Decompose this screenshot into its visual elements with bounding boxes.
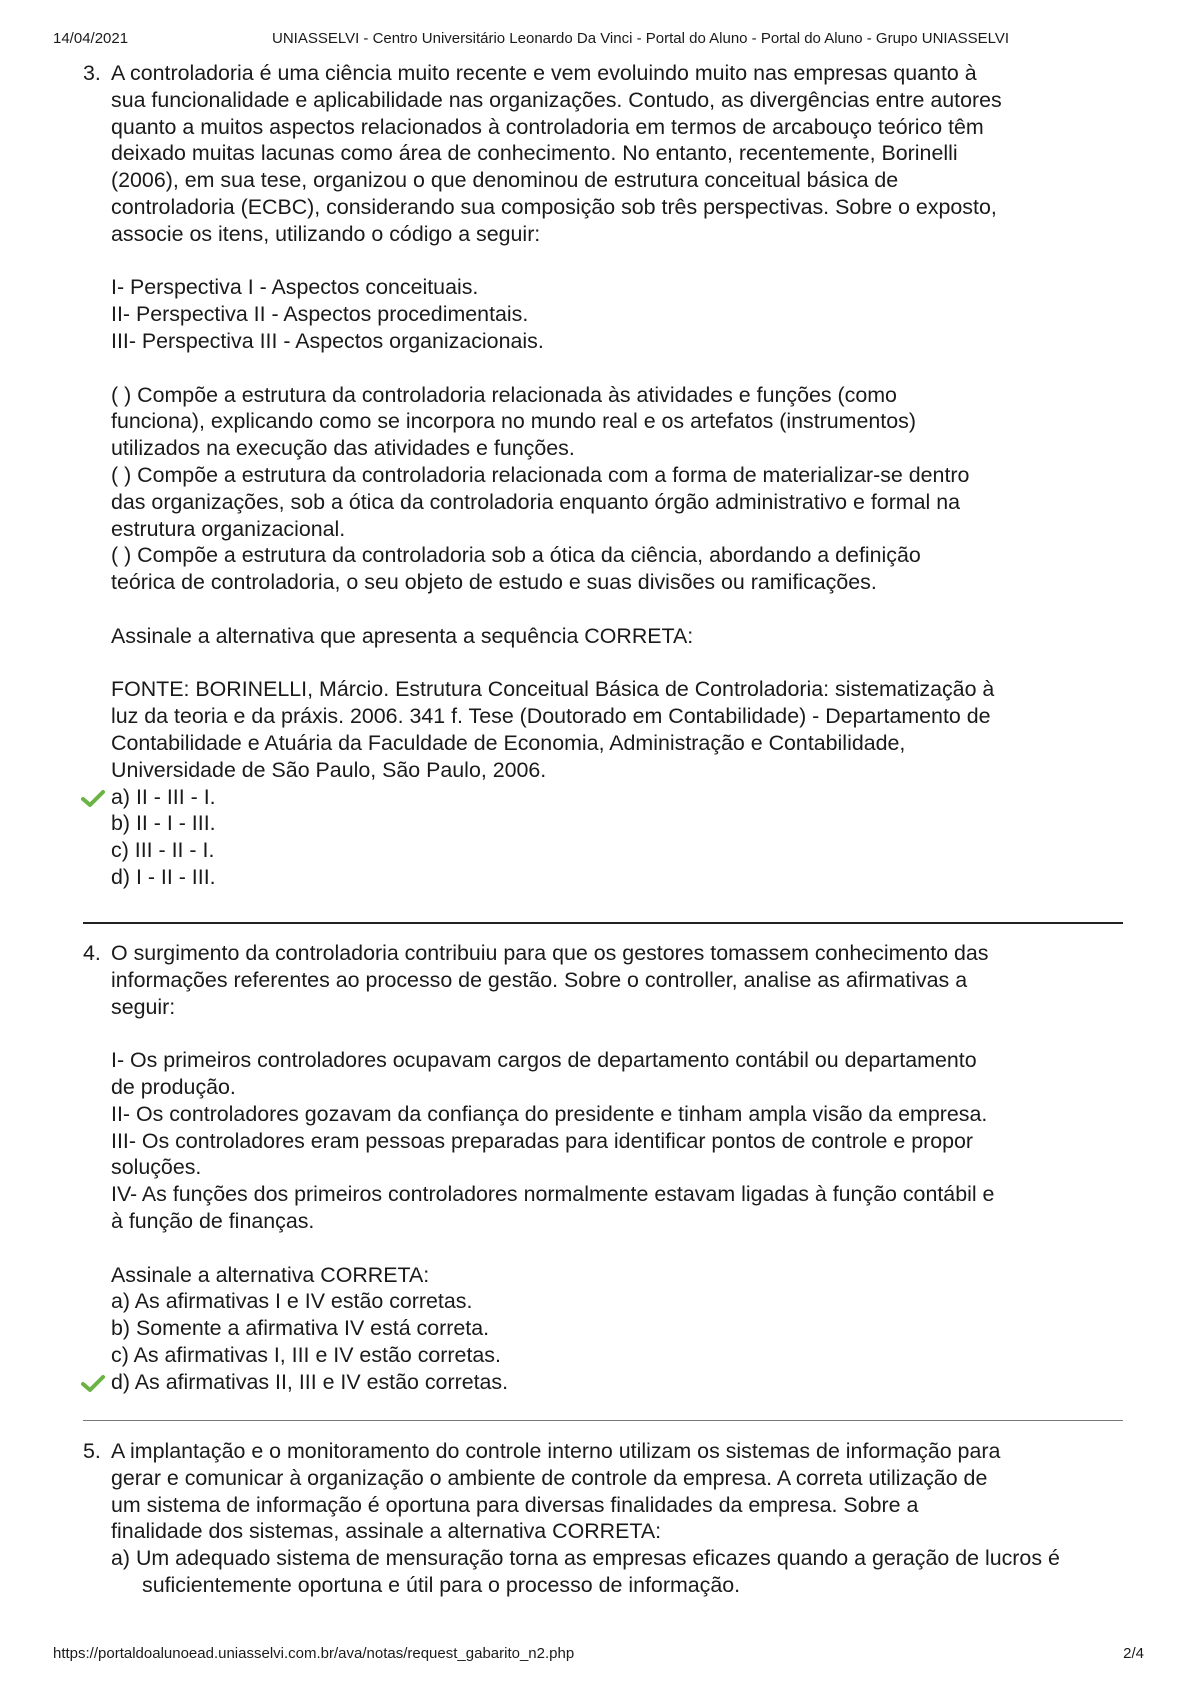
question-number: 5. [83,1439,101,1463]
source-line: FONTE: BORINELLI, Márcio. Estrutura Conceitual Básica de Controladoria: sistematização à [111,677,995,702]
code-item: II- Perspectiva II - Aspectos procedimentais. [111,302,529,327]
statement-line: à função de finanças. [111,1208,315,1233]
source-line: luz da teoria e da práxis. 2006. 341 f. Tese (Doutorado em Contabilidade) - Departamento de [111,704,991,729]
source-line: Universidade de São Paulo, São Paulo, 2006. [111,757,547,782]
question-5 [83,1438,1123,1599]
option-d [111,864,1123,891]
option-label: d) As afirmativas II, III e IV estão corretas. [111,1369,509,1394]
stem-line: (2006), em sua tese, organizou o que denominou de estrutura conceitual básica de [111,168,899,193]
question-number: 3. [83,61,101,85]
code-item: III- Perspectiva III - Aspectos organizacionais. [111,328,544,353]
separator [83,1420,1123,1421]
stem-line: O surgimento da controladoria contribuiu para que os gestores tomassem conhecimento das [111,941,989,965]
statement-line: soluções. [111,1155,202,1180]
question-number: 4. [83,941,101,965]
stem-line: controladoria (ECBC), considerando sua composição sob três perspectivas. Sobre o exposto, [111,194,997,219]
statement-line: funciona), explicando como se incorpora no mundo real e os artefatos (instrumentos) [111,409,916,434]
stem-line: gerar e comunicar à organização o ambiente de controle da empresa. A correta utilização de [111,1465,988,1490]
question-4 [83,940,1123,1396]
option-b [111,1315,1123,1342]
question-3 [83,60,1123,891]
header-title: UNIASSELVI - Centro Universitário Leonardo Da Vinci - Portal do Aluno - Portal do Aluno - Grupo UNIASSELVI [272,30,1010,47]
footer-url: https://portaldoalunoead.uniasselvi.com.br/ava/notas/request_gabarito_n2.php [53,1645,575,1662]
stem-line: A implantação e o monitoramento do controle interno utilizam os sistemas de informação para [111,1439,1001,1463]
check-icon [81,1374,105,1392]
stem-line: associe os itens, utilizando o código a seguir: [111,221,541,246]
stem-line: sua funcionalidade e aplicabilidade nas organizações. Contudo, as divergências entre autores [111,87,1002,112]
statement-line: I- Os primeiros controladores ocupavam cargos de departamento contábil ou departamento [111,1048,977,1073]
statement-line: ( ) Compõe a estrutura da controladoria sob a ótica da ciência, abordando a definição [111,543,921,568]
option-a: a) Um adequado sistema de mensuração torna as empresas eficazes quando a geração de lucros é suficientemente oportuna e útil para o processo de informação. [111,1546,1060,1597]
option-label: b) Somente a afirmativa IV está correta. [111,1316,490,1341]
check-icon [81,789,105,807]
stem-line: informações referentes ao processo de gestão. Sobre o controller, analise as afirmativas a [111,967,968,992]
statement-line: ( ) Compõe a estrutura da controladoria relacionada com a forma de materializar-se dentro [111,462,970,487]
statement-line: utilizados na execução das atividades e funções. [111,436,575,461]
statement-line: III- Os controladores eram pessoas preparadas para identificar pontos de controle e propor [111,1128,974,1153]
instruction: Assinale a alternativa que apresenta a sequência CORRETA: [111,623,694,648]
option-label: a) As afirmativas I e IV estão corretas. [111,1289,473,1314]
option-label: c) As afirmativas I, III e IV estão corretas. [111,1342,501,1367]
option-label: c) III - II - I. [111,838,215,863]
statement-line: teórica de controladoria, o seu objeto de estudo e suas divisões ou ramificações. [111,570,877,595]
option-d [111,1369,1123,1396]
stem-line: finalidade dos sistemas, assinale a alternativa CORRETA: [111,1519,662,1544]
page-number: 2/4 [1123,1645,1144,1662]
source-line: Contabilidade e Atuária da Faculdade de Economia, Administração e Contabilidade, [111,730,906,755]
statement-line: ( ) Compõe a estrutura da controladoria relacionada às atividades e funções (como [111,382,897,407]
statement-line: II- Os controladores gozavam da confiança do presidente e tinham ampla visão da empresa. [111,1101,988,1126]
stem-line: quanto a muitos aspectos relacionados à controladoria em termos de arcabouço teórico têm [111,114,984,139]
stem-line: deixado muitas lacunas como área de conhecimento. No entanto, recentemente, Borinelli [111,141,958,166]
option-b [111,810,1123,837]
statement-line: estrutura organizacional. [111,516,346,541]
option-a [111,784,1123,811]
stem-line: A controladoria é uma ciência muito recente e vem evoluindo muito nas empresas quanto à [111,61,977,85]
statement-line: de produção. [111,1074,236,1099]
option-a [111,1288,1123,1315]
stem-line: um sistema de informação é oportuna para diversas finalidades da empresa. Sobre a [111,1492,919,1517]
option-label: a) II - III - I. [111,784,216,809]
separator [83,922,1123,924]
option-label: b) II - I - III. [111,811,216,836]
option-c [111,837,1123,864]
option-label: d) I - II - III. [111,864,216,889]
stem-line: seguir: [111,994,176,1019]
instruction: Assinale a alternativa CORRETA: [111,1262,430,1287]
header-date: 14/04/2021 [53,30,129,47]
code-item: I- Perspectiva I - Aspectos conceituais. [111,275,479,300]
statement-line: das organizações, sob a ótica da controladoria enquanto órgão administrativo e formal na [111,489,961,514]
option-c [111,1342,1123,1369]
statement-line: IV- As funções dos primeiros controladores normalmente estavam ligadas à função contábil e [111,1182,995,1207]
